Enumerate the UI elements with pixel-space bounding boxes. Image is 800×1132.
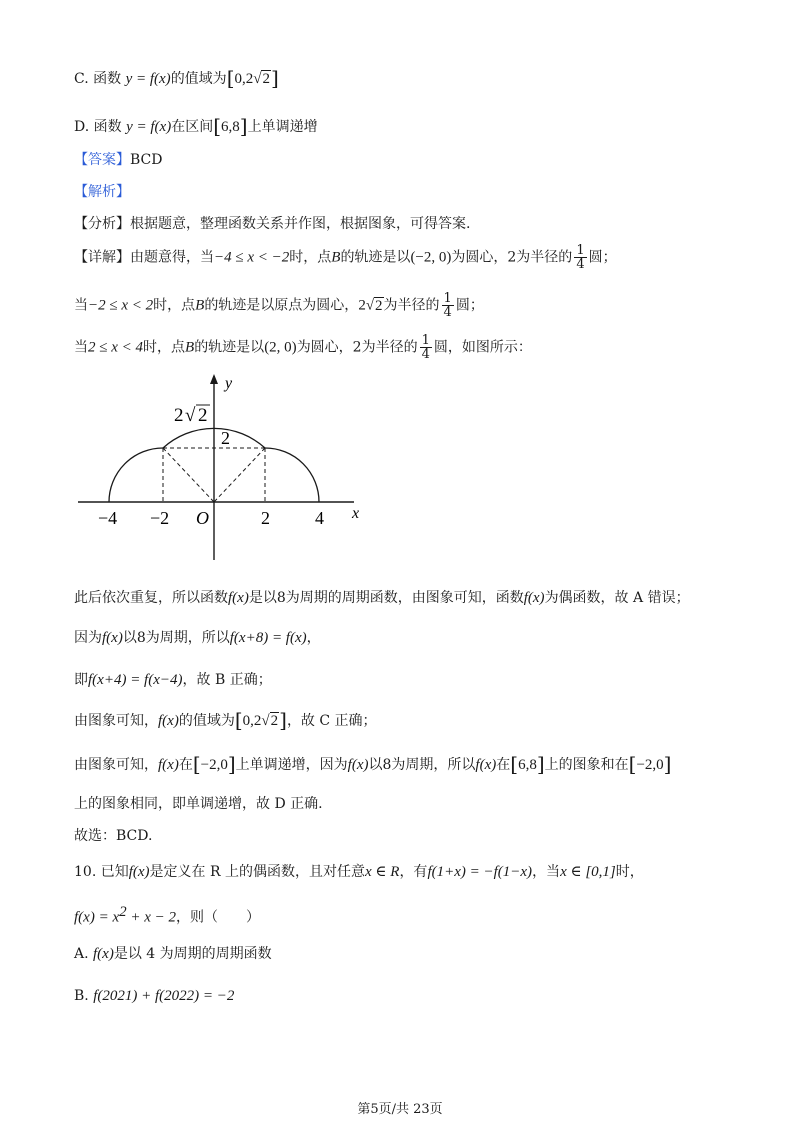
- dashed-left-diagonal: [163, 448, 214, 502]
- para-6: 上的图象相同，即单调递增，故 D 正确.: [74, 796, 323, 812]
- question-10: 10. 已知f(x)是定义在 R 上的偶函数，且对任意x ∈ R，有f(1+x) = −f(1−x)，当x ∈ [0,1]时，: [74, 864, 644, 880]
- para-7: 故选：BCD.: [74, 828, 153, 844]
- y-label: y: [225, 375, 233, 392]
- detail-line-2: 当−2 ≤ x < 2时，点B的轨迹是以原点为圆心，2√2为半径的 $\frac{1}{4}$ 圆；: [74, 291, 484, 320]
- tick-4: 4: [315, 508, 324, 528]
- origin-label: O: [196, 508, 209, 528]
- answer-line: 【答案】BCD: [74, 152, 163, 168]
- analysis-tag: 【解析】: [74, 184, 130, 200]
- top-label-coef: 2: [174, 405, 184, 426]
- para-4: 由图象可知，f(x)的值域为[0,2√2]，故 C 正确；: [74, 708, 377, 732]
- detail-line-3: 当2 ≤ x < 4时，点B的轨迹是以(2, 0)为圆心，2为半径的 $\frac{1}{4}$ 圆，如图所示：: [74, 333, 532, 362]
- tick-neg4: −4: [98, 508, 118, 528]
- option-d: D. 函数 y = f(x)在区间[6,8]上单调递增: [74, 114, 318, 138]
- x-label: x: [352, 505, 360, 522]
- right-quarter-arc: [265, 448, 319, 502]
- para-1: 此后依次重复，所以函数f(x)是以8为周期的周期函数，由图象可知，函数f(x)为偶函数，故 A 错误；: [74, 590, 690, 606]
- tick-2: 2: [261, 508, 270, 528]
- detail-line-1: 【详解】由题意得，当−4 ≤ x < −2时，点B的轨迹是以(−2, 0)为圆心，2为半径的 $\frac{1}{4}$ 圆；: [74, 243, 617, 272]
- top-label-rad: 2: [198, 405, 208, 426]
- question-10-formula: $f(x) = x^2 + x - 2$，则（ ）: [74, 904, 261, 926]
- option-c: C. 函数 y = f(x)的值域为[0,2√2]: [74, 66, 279, 90]
- y-axis-arrow: [210, 374, 218, 384]
- inner-label: 2: [221, 428, 230, 448]
- option-b: B. f(2021) + f(2022) = −2: [74, 988, 235, 1004]
- fenxi-line: 【分析】根据题意，整理函数关系并作图，根据图象，可得答案.: [74, 216, 471, 232]
- page-footer: 第5页/共 23页: [357, 1102, 443, 1117]
- para-2: 因为f(x)以8为周期，所以f(x+8) = f(x)，: [74, 630, 321, 646]
- top-label-radical: √: [185, 405, 196, 426]
- option-a: A. f(x)是以 4 为周期的周期函数: [74, 946, 272, 962]
- para-3: 即f(x+4) = f(x−4)，故 B 正确；: [74, 672, 272, 688]
- dashed-right-diagonal: [214, 448, 265, 502]
- para-5: 由图象可知，f(x)在[−2,0]上单调递增，因为f(x)以8为周期，所以f(x)在[6,8]上的图象和在[−2,0]: [74, 752, 672, 776]
- trajectory-figure: [74, 372, 374, 572]
- tick-neg2: −2: [150, 508, 170, 528]
- left-quarter-arc: [109, 448, 163, 502]
